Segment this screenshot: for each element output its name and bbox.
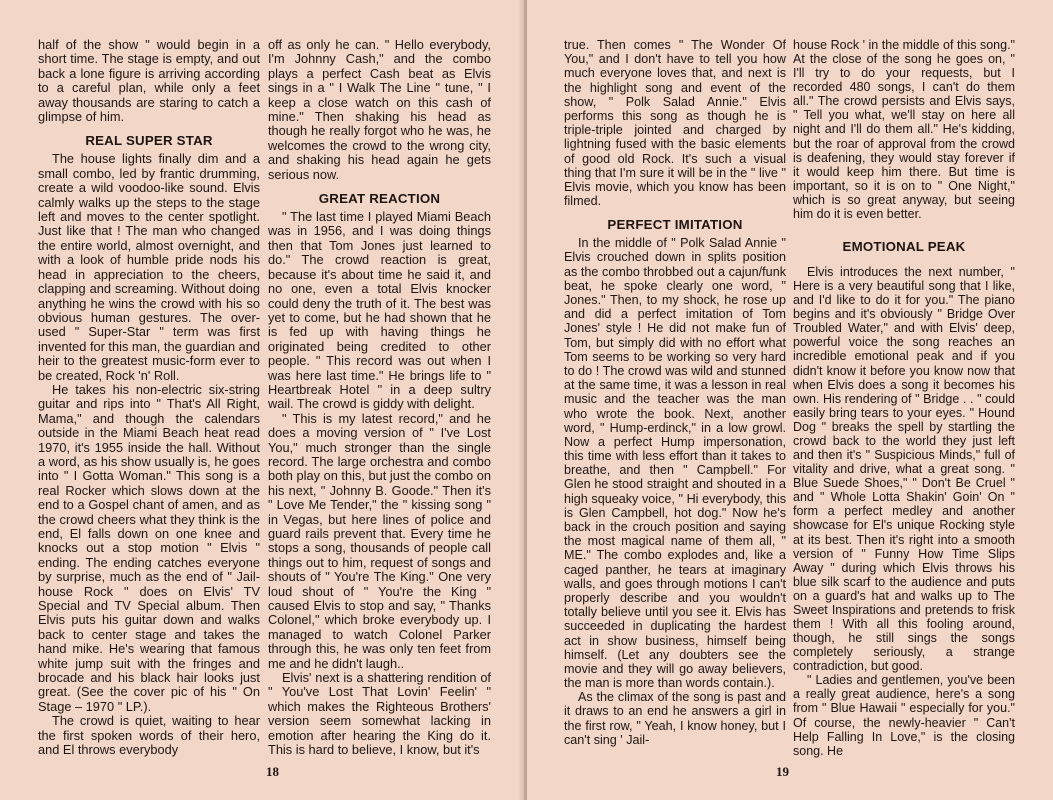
left-page: [0, 0, 524, 800]
paragraph: The crowd is quiet, waiting to hear the first spoken words of their hero, and El throws everybody: [38, 713, 260, 758]
paragraph: " The last time I played Miami Beach was in 1956, and I was doing things then that Tom Jones just learned to do." The crowd reaction is great, because it's about time he said it, and no one, even a total Elvis knocker could deny the truth of it. The best was yet to come, but he had shown that he is fed up with having things he originated being credited to other people. " This record was out when I was here last time." He brings life to " Heartbreak Hotel " in a deep sultry wail. The crowd is giddy with delight.: [268, 209, 491, 412]
paragraph: Elvis introduces the next number, " Here is a very beautiful song that I like, and I'd like to do it for you." The piano begins and it's obviously " Bridge Over Troubled Water," and with Elvis' deep, powerful voice the song reaches an incredible emotional peak and if you didn't know it before you know now that when Elvis does a song it becomes his own. His rendering of " Bridge . . " could easily bring tears to your eyes. " Hound Dog " breaks the spell by startling the crowd back to the world they just left and then it's " Suspicious Minds," full of vitality and drive, what a great song. " Blue Suede Shoes," " Don't Be Cruel " and " Whole Lotta Shakin' Goin' On " form a perfect medley and another showcase for El's unique Rocking style at its best. Then it's right into a smooth version of " Funny How Time Slips Away " during which Elvis throws his blue silk scarf to the audience and puts on a guard's hat and walks up to The Sweet Inspirations and pretends to frisk them ! With all this fooling around, though, he still sings the songs completely seriously, a strange contradiction, but good.: [793, 265, 1015, 674]
section-heading: EMOTIONAL PEAK: [842, 239, 966, 255]
paragraph: half of the show " would begin in a short time. The stage is empty, and out back a lone figure is arriving according to a careful plan, while only a feet away thousands are staring to catch a glimpse of him.: [38, 38, 260, 125]
paragraph: true. Then comes " The Wonder Of You," and I don't have to tell you how much everyone loves that, and next is the highlight song and event of the show, " Polk Salad Annie." Elvis performs this song as though he is triple-triple jointed and charged by lightning fused with the basic elements of good old Rock. It's such a visual thing that I'm sure it will be in the " live " Elvis movie, which you know has been filmed.: [564, 38, 786, 209]
right-page: [527, 0, 1053, 800]
section-heading: REAL SUPER STAR: [85, 133, 213, 149]
section-heading: GREAT REACTION: [318, 191, 441, 207]
paragraph: " This is my latest record," and he does a moving version of " I've Lost You," much stronger than the single record. The large orchestra and combo both play on this, but just the combo on his next, " Johnny B. Goode." Then it's " Love Me Tender," the " kissing song " in Vegas, but here lines of police and guard rails prevent that. Every time he stops a song, thousands of people call things out to him, request of songs and shouts of " You're The King." One very loud shout of " You're the King " caused Elvis to stop and say, " Thanks Colonel," which broke everybody up. I managed to watch Colonel Parker through this, he was only ten feet from me and he didn't laugh..: [268, 410, 491, 671]
paragraph: " Ladies and gentlemen, you've been a really great audience, here's a song from " Blue Hawaii " especially for you." Of course, the newly-heavier " Can't Help Falling In Love," is the closing song. He: [793, 673, 1015, 758]
right-page-column-2: [793, 38, 1015, 758]
paragraph: In the middle of " Polk Salad Annie " Elvis crouched down in splits position as the combo throbbed out a cajun/funk beat, he spoke clearly one word, " Jones." Then, to my shock, he rose up and did a perfect imitation of Tom Jones' style ! He did not make fun of Tom, but simply did with no effort what Tom seems to be working so very hard to do ! The crowd was wild and stunned at the same time, it was a lesson in real music and the teacher was the man who wrote the book. Next, another word, " Hump-erdinck," in a low growl. Now a perfect Hump impersonation, this time with less effort than it takes to breathe, and then " Campbell." For Glen he stood straight and shouted in a high squeaky voice, " Hi everybody, this is Glen Campbell, hot dog." Now he's back in the crouch position and saying the most magical name of them all, " ME." The combo explodes and, like a caged panther, he tears at imaginary walls, and goes through motions I can't properly describe and you wouldn't totally believe until you see it. Elvis has succeeded in duplicating the hardest act in show business, himself being himself. (Let any doubters see the movie and they will go away believers, the man is more than words contain.).: [564, 236, 786, 691]
paragraph: house Rock ' in the middle of this song." At the close of the song he goes on, " I'll try to do your requests, but I recorded 480 songs, I can't do them all." The crowd persists and Elvis says, " Tell you what, we'll stay on here all night and I'll do them all." He's kidding, but the roar of approval from the crowd is deafening, they would stay forever if it would keep him there. But time is important, so it is on to " One Night," which is so great anyway, but seeing him do it is even better.: [793, 38, 1015, 221]
paragraph: He takes his non-electric six-string guitar and rips into " That's All Right, Mama," and though the calendars outside in the Miami Beach heat read 1970, it's 1955 inside the hall. Without a word, as his show usually is, he goes into " I Gotta Woman." This song is a real Rocker which slows down at the end to a Gospel chant of amen, and as the crowd cheers what they think is the end, El falls down on one knee and knocks out a stop motion " Elvis " ending. The ending catches everyone by surprise, much as the end of " Jail-house Rock " does on Elvis' TV Special and TV Special album. Then Elvis puts his guitar down and walks back to center stage and takes the hand mike. He's wearing that famous white jump suit with the fringes and brocade and his black hair looks just great. (See the cover pic of his " On Stage – 1970 " LP.).: [38, 381, 260, 714]
paragraph: The house lights finally dim and a small combo, led by frantic drumming, create a wild voodoo-like sound. Elvis calmly walks up the steps to the stage left and moves to the center spotlight. Just like that ! The man who changed the entire world, almost overnight, and with a look of humble pride nods his head in appreciation to the cheers, clapping and screaming. Without doing anything he wins the crowd with his so obvious human gestures. The over-used " Super-Star " term was first invented for this man, the guardian and heir to the greatest music-form ever to be created, Rock 'n' Roll.: [38, 151, 260, 383]
right-page-column-1: [564, 38, 786, 758]
section-heading: PERFECT IMITATION: [607, 217, 743, 233]
left-page-column-2: [268, 38, 491, 758]
paragraph: off as only he can. " Hello everybody, I'm Johnny Cash," and the combo plays a perfect Cash beat as Elvis sings in a " I Walk The Line " tune, " I keep a close watch on this cash of mine." Then shaking his head as though he really forgot who he was, he welcomes the crowd to the wrong city, and shaking his head again he gets serious now.: [268, 38, 491, 182]
left-page-column-1: [38, 38, 260, 758]
page-number: 18: [266, 764, 279, 779]
paragraph: Elvis' next is a shattering rendition of " You've Lost That Lovin' Feelin' " which makes the Righteous Brothers' version seem somewhat lacking in emotion after hearing the King do it. This is hard to believe, I know, but it's: [268, 670, 491, 758]
page-number: 19: [776, 764, 789, 779]
paragraph: As the climax of the song is past and it draws to an end he answers a girl in the first row, " Yeah, I know honey, but I can't sing ' Jail-: [564, 690, 786, 747]
